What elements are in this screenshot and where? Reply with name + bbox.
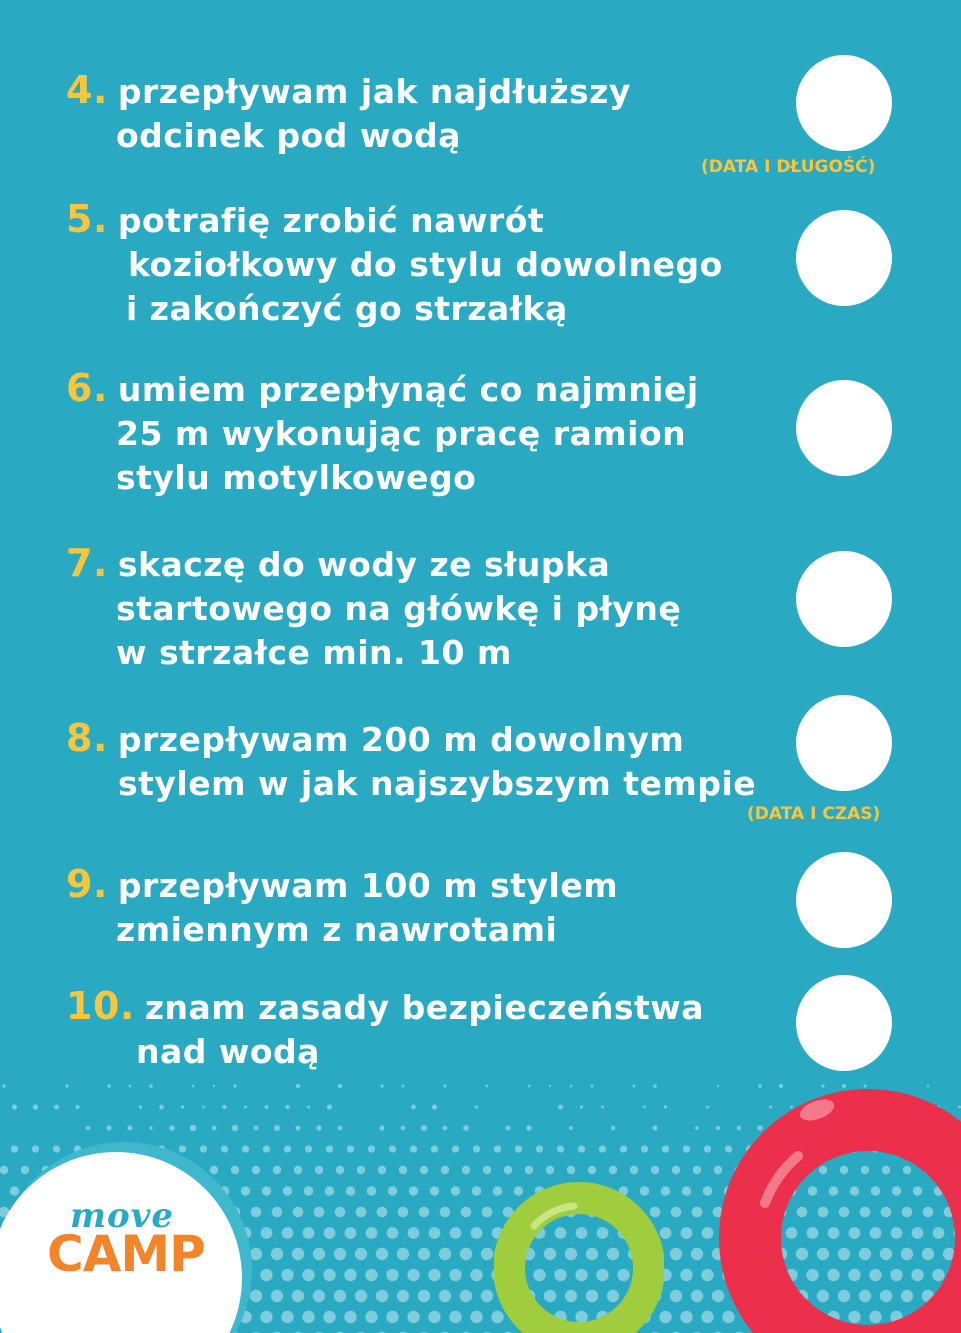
checklist-item-8	[66, 716, 756, 806]
red-swim-ring-icon	[713, 1078, 961, 1333]
item-text-line: stylem w jak najszybszym tempie	[118, 764, 757, 803]
item-number: 4.	[66, 68, 108, 112]
note-date-time: (DATA I CZAS)	[747, 804, 881, 824]
item-text-line: skaczę do wody ze słupka	[117, 545, 611, 584]
checkbox-circle-8[interactable]	[796, 695, 892, 791]
item-text-line: znam zasady bezpieczeństwa	[144, 988, 705, 1027]
item-text-line: koziołkowy do stylu dowolnego	[128, 245, 723, 284]
item-text-line: potrafię zrobić nawrót	[117, 201, 545, 240]
item-text-line: zmiennym z nawrotami	[116, 910, 558, 949]
item-number: 9.	[66, 862, 108, 906]
logo-move-text: move	[70, 1196, 175, 1236]
green-swim-ring-icon	[494, 1168, 664, 1333]
item-text-line: przepływam jak najdłuższy	[117, 72, 631, 111]
checkbox-circle-9[interactable]	[796, 852, 892, 948]
item-text-line: umiem przepłynąć co najmniej	[117, 370, 699, 409]
checklist-item-7	[66, 541, 681, 675]
item-number: 7.	[66, 541, 108, 585]
item-text-line: w strzałce min. 10 m	[116, 633, 512, 672]
checklist-item-10	[66, 984, 704, 1074]
checkbox-circle-7[interactable]	[796, 551, 892, 647]
checklist-item-5	[66, 197, 723, 331]
item-text-line: nad wodą	[136, 1032, 320, 1071]
logo-camp-text: CAMP	[47, 1225, 205, 1283]
checkbox-circle-5[interactable]	[796, 210, 892, 306]
item-text-line: przepływam 200 m dowolnym	[117, 720, 685, 759]
checklist-item-6	[66, 366, 699, 500]
note-date-length: (DATA I DŁUGOŚĆ)	[701, 157, 876, 177]
item-text-line: startowego na główkę i płynę	[116, 589, 682, 628]
item-text-line: stylu motylkowego	[116, 458, 477, 497]
item-number: 10.	[66, 984, 135, 1028]
checklist-item-9	[66, 862, 618, 952]
item-number: 8.	[66, 716, 108, 760]
checklist-item-4	[66, 68, 631, 158]
item-text-line: odcinek pod wodą	[116, 116, 461, 155]
item-text-line: przepływam 100 m stylem	[117, 866, 619, 905]
checkbox-circle-10[interactable]	[796, 975, 892, 1071]
checkbox-circle-6[interactable]	[796, 380, 892, 476]
item-number: 5.	[66, 197, 108, 241]
item-text-line: i zakończyć go strzałką	[126, 289, 568, 328]
checkbox-circle-4[interactable]	[796, 55, 892, 151]
item-text-line: 25 m wykonując pracę ramion	[116, 414, 687, 453]
item-number: 6.	[66, 366, 108, 410]
